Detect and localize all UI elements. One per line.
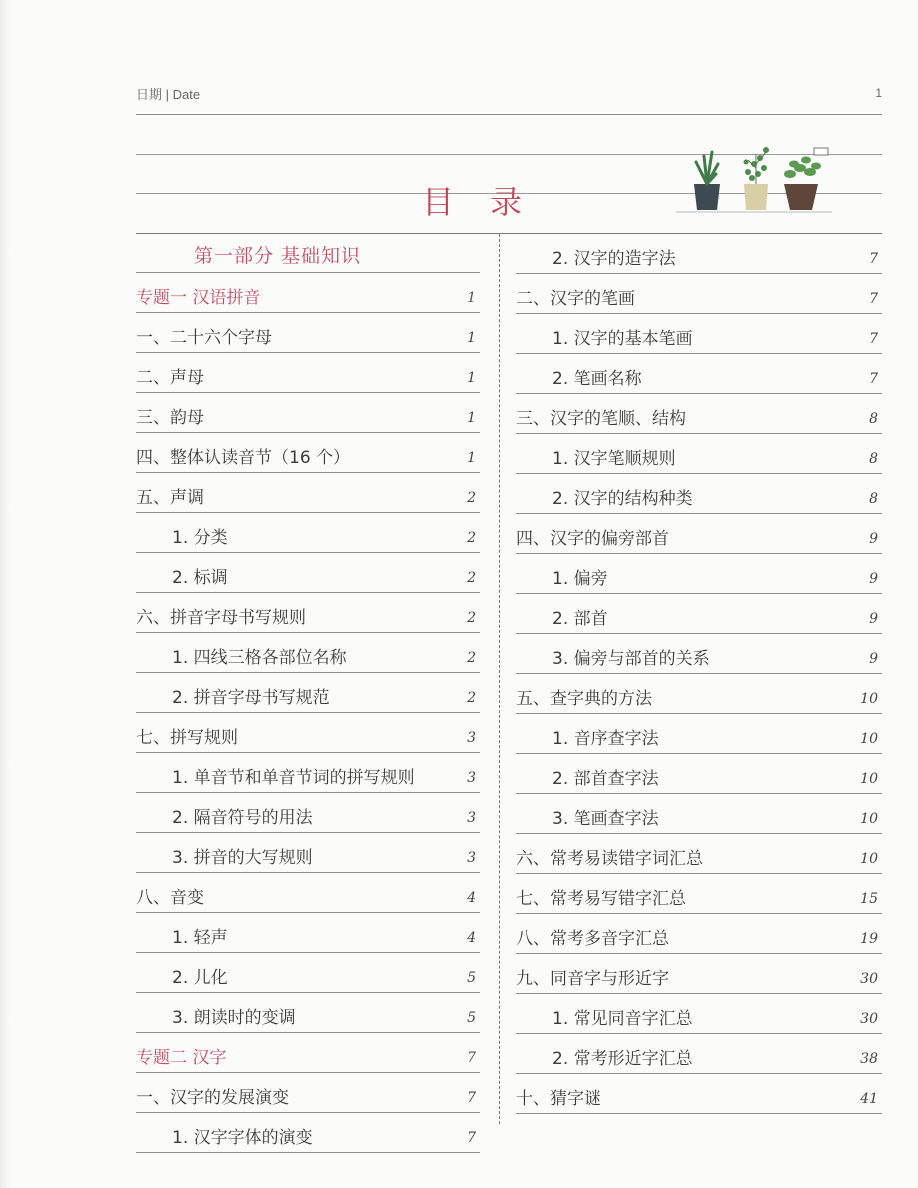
- toc-entry-title: 九、同音字与形近字: [516, 969, 669, 989]
- toc-entry-page: 1: [467, 370, 476, 386]
- toc-entry-page: 3: [467, 730, 476, 746]
- page-title: 目录: [421, 183, 558, 222]
- toc-entry: [516, 954, 882, 994]
- toc-entry-title: 2. 常考形近字汇总: [552, 1049, 693, 1069]
- toc-entry-page: 9: [869, 651, 878, 667]
- toc-entry-page: 7: [869, 371, 878, 387]
- toc-entry-page: 38: [860, 1051, 878, 1067]
- toc-entry-title: 3. 拼音的大写规则: [172, 848, 313, 868]
- toc-entry-page: 9: [869, 531, 878, 547]
- toc-entry: [516, 874, 882, 914]
- toc-entry-title: 1. 单音节和单音节词的拼写规则: [172, 768, 415, 788]
- toc-entry: [516, 234, 882, 274]
- toc-entry: [516, 914, 882, 954]
- toc-entry: [516, 634, 882, 674]
- toc-entry: [136, 1113, 480, 1153]
- toc-entry: [136, 473, 480, 513]
- toc-entry: [516, 554, 882, 594]
- toc-entry: [136, 873, 480, 913]
- toc-entry-title: 十、猜字谜: [516, 1089, 601, 1109]
- toc-entry: [516, 1034, 882, 1074]
- toc-entry-page: 3: [467, 850, 476, 866]
- toc-entry: [516, 354, 882, 394]
- toc-entry-title: 3. 朗读时的变调: [172, 1008, 296, 1028]
- page-header: [136, 84, 882, 115]
- toc-entry: [136, 513, 480, 553]
- toc-entry-title: 2. 汉字的造字法: [552, 249, 676, 269]
- toc-entry-title: 第一部分 基础知识: [194, 245, 362, 267]
- toc-entry-page: 1: [467, 450, 476, 466]
- toc-entry-title: 五、声调: [136, 488, 204, 508]
- toc-entry-page: 7: [869, 251, 878, 267]
- toc-entry-title: 七、拼写规则: [136, 728, 238, 748]
- toc-entry-title: 四、汉字的偏旁部首: [516, 529, 669, 549]
- column-divider: [499, 234, 500, 1124]
- toc-entry-page: 19: [860, 931, 878, 947]
- toc-left-column: [136, 234, 480, 1153]
- toc-entry: [516, 674, 882, 714]
- toc-entry-title: 1. 常见同音字汇总: [552, 1009, 693, 1029]
- toc-entry-page: 41: [860, 1091, 878, 1107]
- toc-entry: [516, 794, 882, 834]
- toc-entry-page: 2: [467, 610, 476, 626]
- toc-entry-title: 六、拼音字母书写规则: [136, 608, 306, 628]
- toc-entry-page: 8: [869, 411, 878, 427]
- toc-entry-title: 专题二 汉字: [136, 1048, 227, 1068]
- toc-entry-page: 4: [467, 930, 476, 946]
- toc-entry-page: 2: [467, 650, 476, 666]
- toc-entry: [136, 753, 480, 793]
- part-heading: [136, 234, 480, 273]
- toc-entry-title: 八、音变: [136, 888, 204, 908]
- toc-entry: [136, 713, 480, 753]
- toc-entry-title: 2. 部首查字法: [552, 769, 659, 789]
- toc-entry-page: 2: [467, 690, 476, 706]
- toc-entry-page: 30: [860, 971, 878, 987]
- toc-entry-title: 3. 笔画查字法: [552, 809, 659, 829]
- toc-entry: [136, 673, 480, 713]
- toc-entry-page: 8: [869, 491, 878, 507]
- toc-entry: [516, 714, 882, 754]
- toc-entry-title: 一、二十六个字母: [136, 328, 272, 348]
- toc-entry: [516, 514, 882, 554]
- toc-entry-page: 30: [860, 1011, 878, 1027]
- toc-entry-title: 3. 偏旁与部首的关系: [552, 649, 710, 669]
- toc-entry-page: 9: [869, 611, 878, 627]
- toc-entry-page: 15: [860, 891, 878, 907]
- toc-entry-title: 2. 部首: [552, 609, 608, 629]
- toc-entry-title: 七、常考易写错字汇总: [516, 889, 686, 909]
- toc-entry-page: 10: [860, 731, 878, 747]
- toc-entry-title: 六、常考易读错字词汇总: [516, 849, 703, 869]
- toc-entry-page: 1: [467, 290, 476, 306]
- toc-entry: [136, 313, 480, 353]
- toc-entry-title: 2. 隔音符号的用法: [172, 808, 313, 828]
- toc-entry-title: 八、常考多音字汇总: [516, 929, 669, 949]
- page-edge-shadow: [0, 0, 10, 1188]
- toc-entry-title: 1. 四线三格各部位名称: [172, 648, 347, 668]
- toc-entry-title: 五、查字典的方法: [516, 689, 652, 709]
- toc-entry-page: 10: [860, 811, 878, 827]
- toc-entry-page: 3: [467, 770, 476, 786]
- toc-entry-page: 7: [467, 1130, 476, 1146]
- toc-entry-page: 7: [869, 331, 878, 347]
- toc-entry-page: 2: [467, 570, 476, 586]
- toc-entry: [136, 1033, 480, 1073]
- toc-entry: [516, 994, 882, 1034]
- toc-entry-title: 二、声母: [136, 368, 204, 388]
- toc-entry-page: 7: [467, 1090, 476, 1106]
- toc-entry-title: 2. 拼音字母书写规范: [172, 688, 330, 708]
- toc-entry-page: 10: [860, 691, 878, 707]
- toc-entry: [136, 993, 480, 1033]
- toc-entry-title: 1. 分类: [172, 528, 228, 548]
- toc-entry: [136, 353, 480, 393]
- toc-entry-title: 2. 汉字的结构种类: [552, 489, 693, 509]
- toc-entry: [136, 793, 480, 833]
- toc-entry-page: 9: [869, 571, 878, 587]
- toc-entry-title: 专题一 汉语拼音: [136, 288, 261, 308]
- toc-entry-title: 1. 汉字字体的演变: [172, 1128, 313, 1148]
- toc-entry-page: 10: [860, 771, 878, 787]
- toc-entry: [136, 553, 480, 593]
- toc-entry-page: 7: [869, 291, 878, 307]
- toc-entry-page: 3: [467, 810, 476, 826]
- date-label: 日期 | Date: [136, 87, 201, 102]
- toc-entry: [516, 754, 882, 794]
- toc-entry-page: 5: [467, 1010, 476, 1026]
- toc-entry-title: 2. 笔画名称: [552, 369, 642, 389]
- toc-entry-page: 2: [467, 530, 476, 546]
- toc-entry-title: 1. 音序查字法: [552, 729, 659, 749]
- toc-entry-page: 4: [467, 890, 476, 906]
- toc-entry-page: 10: [860, 851, 878, 867]
- toc-entry: [136, 953, 480, 993]
- page-number: 1: [875, 86, 882, 100]
- toc-entry: [516, 834, 882, 874]
- toc-entry: [136, 913, 480, 953]
- toc-entry: [516, 314, 882, 354]
- toc-entry: [516, 434, 882, 474]
- toc-entry: [136, 273, 480, 313]
- toc-entry-title: 1. 汉字的基本笔画: [552, 329, 693, 349]
- toc-entry-title: 2. 儿化: [172, 968, 228, 988]
- toc-entry-title: 2. 标调: [172, 568, 228, 588]
- toc-right-column: [516, 234, 882, 1114]
- toc-entry: [136, 1073, 480, 1113]
- potted-plants-illustration: [674, 138, 834, 218]
- toc-entry: [136, 393, 480, 433]
- toc-entry-title: 四、整体认读音节（16 个）: [136, 448, 351, 468]
- toc-entry-title: 一、汉字的发展演变: [136, 1088, 289, 1108]
- toc-entry: [136, 433, 480, 473]
- toc-entry: [516, 594, 882, 634]
- toc-entry-title: 二、汉字的笔画: [516, 289, 635, 309]
- toc-entry-page: 1: [467, 330, 476, 346]
- toc-entry: [516, 474, 882, 514]
- toc-entry-page: 2: [467, 490, 476, 506]
- toc-entry-page: 1: [467, 410, 476, 426]
- toc-entry: [516, 1074, 882, 1114]
- toc-entry: [136, 833, 480, 873]
- toc-entry: [136, 593, 480, 633]
- toc-entry-page: 8: [869, 451, 878, 467]
- toc-entry-page: 5: [467, 970, 476, 986]
- toc-entry-title: 三、韵母: [136, 408, 204, 428]
- toc-entry: [516, 394, 882, 434]
- toc-entry-page: 7: [467, 1050, 476, 1066]
- toc-entry: [136, 633, 480, 673]
- toc-entry-title: 三、汉字的笔顺、结构: [516, 409, 686, 429]
- toc-entry-title: 1. 汉字笔顺规则: [552, 449, 676, 469]
- toc-entry-title: 1. 轻声: [172, 928, 228, 948]
- toc-entry-title: 1. 偏旁: [552, 569, 608, 589]
- toc-entry: [516, 274, 882, 314]
